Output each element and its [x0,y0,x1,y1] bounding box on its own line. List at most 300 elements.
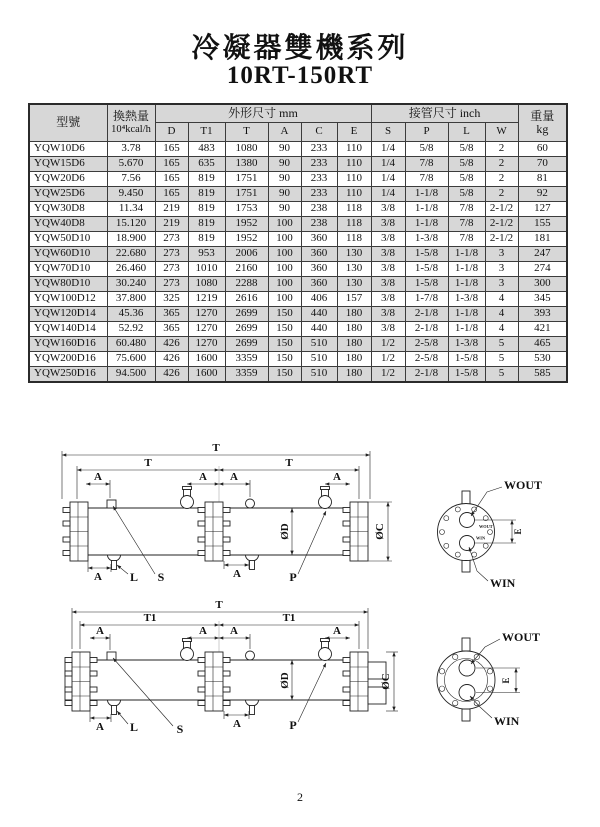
spec-cell: 465 [518,336,567,351]
spec-cell: 181 [518,231,567,246]
spec-cell: 273 [155,261,188,276]
spec-cell: 1270 [188,336,225,351]
spec-cell: 1952 [225,231,268,246]
spec-cell: 7/8 [448,201,485,216]
page-title: 冷凝器雙機系列 [191,33,409,64]
spec-cell: 3/8 [371,321,405,336]
col-header: D [155,122,188,141]
label-s: S [157,570,165,584]
spec-cell: 1-7/8 [405,291,448,306]
spec-cell: 345 [518,291,567,306]
spec-cell: 7/8 [448,231,485,246]
spec-cell: 90 [268,156,301,171]
dim-dia-c-label: ØC [374,523,386,540]
table-row [29,336,567,351]
spec-cell: 2699 [225,336,268,351]
spec-cell: 2-1/2 [485,231,518,246]
spec-cell: 5 [485,336,518,351]
spec-cell: 1751 [225,171,268,186]
dim-t1-left-label: T1 [143,612,157,624]
dim-a-label: A [333,625,341,637]
dim-a-label: A [233,718,241,730]
end-view-top [438,478,543,590]
spec-cell: 9.450 [107,186,155,201]
model-cell: YQW10D6 [29,141,107,156]
spec-cell: 5/8 [448,186,485,201]
weight-header-line2: kg [536,121,549,136]
spec-cell: 150 [268,366,301,382]
spec-cell: 819 [188,216,225,231]
model-cell: YQW20D6 [29,171,107,186]
service-valve-icon [319,639,332,661]
dim-a-label: A [230,471,238,483]
spec-cell: 18.900 [107,231,155,246]
spec-cell: 118 [337,231,371,246]
spec-cell: 273 [155,246,188,261]
spec-cell: 1751 [225,186,268,201]
spec-cell: 1-1/8 [448,246,485,261]
spec-cell: 2-5/8 [405,336,448,351]
spec-cell: 5/8 [405,141,448,156]
spec-cell: 150 [268,306,301,321]
model-cell: YQW200D16 [29,351,107,366]
spec-cell: 273 [155,231,188,246]
col-header: E [337,122,371,141]
end-view-bottom [437,630,540,728]
model-cell: YQW30D8 [29,201,107,216]
spec-cell: 100 [268,246,301,261]
spec-cell: 510 [301,366,337,382]
label-l: L [129,570,139,584]
table-row [29,141,567,156]
spec-cell: 110 [337,186,371,201]
model-cell: YQW50D10 [29,231,107,246]
spec-cell: 180 [337,306,371,321]
spec-cell: 1080 [188,276,225,291]
spec-cell: 1/4 [371,156,405,171]
spec-cell: 30.240 [107,276,155,291]
spec-cell: 1/4 [371,171,405,186]
spec-cell: 94.500 [107,366,155,382]
spec-cell: 130 [337,246,371,261]
spec-cell: 3/8 [371,201,405,216]
spec-cell: 1-5/8 [448,366,485,382]
spec-cell: 1/4 [371,186,405,201]
spec-cell: 5 [485,351,518,366]
spec-cell: 238 [301,201,337,216]
spec-cell: 100 [268,276,301,291]
spec-cell: 2 [485,171,518,186]
spec-cell: 81 [518,171,567,186]
spec-cell: 90 [268,141,301,156]
spec-cell: 4 [485,291,518,306]
plug-port-icon [246,499,255,508]
table-row [29,351,567,366]
model-cell: YQW60D10 [29,246,107,261]
model-cell: YQW40D8 [29,216,107,231]
spec-cell: 1-1/8 [405,216,448,231]
spec-cell: 130 [337,276,371,291]
spec-cell: 2-1/2 [485,201,518,216]
spec-cell: 247 [518,246,567,261]
spec-cell: 155 [518,216,567,231]
spec-cell: 233 [301,186,337,201]
spec-cell: 2-1/8 [405,366,448,382]
wout-small-label: WOUT [479,524,493,529]
dim-t-right-label: T [285,457,293,469]
page-number: 2 [297,790,303,804]
col-header: T1 [188,122,225,141]
spec-cell: 3 [485,261,518,276]
spec-cell: 1600 [188,366,225,382]
drain-fitting-icon [108,700,121,715]
spec-cell: 37.800 [107,291,155,306]
col-header: P [405,122,448,141]
spec-cell: 3359 [225,366,268,382]
spec-cell: 1-5/8 [448,351,485,366]
label-p: P [289,570,297,584]
spec-cell: 130 [337,261,371,276]
col-header-heat [107,104,155,141]
label-s: S [176,722,184,736]
spec-cell: 819 [188,171,225,186]
spec-cell: 510 [301,351,337,366]
table-row [29,216,567,231]
spec-cell: 393 [518,306,567,321]
side-view-bottom [65,599,398,736]
spec-cell: 5 [485,366,518,382]
wout-label: WOUT [504,478,543,492]
spec-cell: 300 [518,276,567,291]
spec-cell: 1-5/8 [405,246,448,261]
spec-cell: 1270 [188,321,225,336]
spec-cell: 100 [268,291,301,306]
spec-cell: 180 [337,366,371,382]
sensor-port-icon [107,500,116,508]
spec-cell: 2616 [225,291,268,306]
spec-cell: 2 [485,156,518,171]
model-cell: YQW140D14 [29,321,107,336]
spec-cell: 274 [518,261,567,276]
page-subtitle: 10RT-150RT [226,62,374,89]
table-row [29,291,567,306]
table-row [29,321,567,336]
spec-cell: 180 [337,351,371,366]
spec-cell: 1-1/8 [448,321,485,336]
drain-fitting-icon [246,700,259,715]
spec-cell: 1270 [188,306,225,321]
dim-a-label: A [230,625,238,637]
spec-cell: 3359 [225,351,268,366]
spec-cell: 100 [268,231,301,246]
spec-cell: 1952 [225,216,268,231]
dim-t-label: T [215,599,223,611]
spec-cell: 92 [518,186,567,201]
spec-cell: 3 [485,276,518,291]
spec-cell: 100 [268,216,301,231]
spec-cell: 150 [268,321,301,336]
spec-cell: 365 [155,306,188,321]
spec-cell: 530 [518,351,567,366]
dim-dia-c-label: ØC [380,673,392,690]
table-row [29,171,567,186]
spec-cell: 273 [155,276,188,291]
win-label: WIN [490,576,516,590]
spec-cell: 2 [485,141,518,156]
spec-cell: 157 [337,291,371,306]
spec-table [28,103,568,383]
table-row [29,186,567,201]
table-row [29,201,567,216]
spec-cell: 426 [155,336,188,351]
spec-cell: 150 [268,351,301,366]
spec-cell: 1219 [188,291,225,306]
col-header: L [448,122,485,141]
plug-port-icon [246,651,255,660]
spec-cell: 2 [485,186,518,201]
spec-cell: 483 [188,141,225,156]
spec-cell: 406 [301,291,337,306]
dim-a-label: A [233,568,241,580]
spec-cell: 1/2 [371,351,405,366]
technical-drawings [0,435,600,770]
spec-cell: 26.460 [107,261,155,276]
spec-cell: 233 [301,156,337,171]
heat-header-line2: 10⁴kcal/h [111,123,151,135]
spec-cell: 70 [518,156,567,171]
spec-cell: 1/2 [371,336,405,351]
model-cell: YQW250D16 [29,366,107,382]
spec-cell: 3 [485,246,518,261]
spec-cell: 3/8 [371,306,405,321]
table-row [29,366,567,382]
table-row [29,231,567,246]
col-header: S [371,122,405,141]
spec-cell: 15.120 [107,216,155,231]
spec-cell: 5.670 [107,156,155,171]
spec-cell: 3/8 [371,276,405,291]
spec-cell: 3/8 [371,246,405,261]
spec-cell: 60.480 [107,336,155,351]
spec-cell: 110 [337,156,371,171]
spec-cell: 110 [337,141,371,156]
model-cell: YQW25D6 [29,186,107,201]
dim-a-label: A [199,625,207,637]
spec-cell: 5/8 [448,141,485,156]
dim-a-label: A [94,471,102,483]
spec-cell: 1-1/8 [405,186,448,201]
spec-cell: 953 [188,246,225,261]
spec-cell: 233 [301,171,337,186]
spec-cell: 2160 [225,261,268,276]
spec-cell: 1380 [225,156,268,171]
spec-cell: 819 [188,231,225,246]
spec-cell: 75.600 [107,351,155,366]
spec-cell: 180 [337,321,371,336]
spec-cell: 100 [268,261,301,276]
service-valve-icon [181,639,194,661]
spec-cell: 219 [155,201,188,216]
spec-table-header [29,104,567,141]
spec-cell: 440 [301,306,337,321]
spec-cell: 365 [155,321,188,336]
spec-cell: 7/8 [405,156,448,171]
spec-cell: 180 [337,336,371,351]
spec-cell: 2699 [225,321,268,336]
spec-cell: 2-1/8 [405,306,448,321]
spec-cell: 5/8 [448,171,485,186]
table-row [29,276,567,291]
spec-cell: 1-1/8 [405,201,448,216]
spec-cell: 1-3/8 [405,231,448,246]
spec-cell: 2288 [225,276,268,291]
spec-cell: 360 [301,231,337,246]
model-cell: YQW160D16 [29,336,107,351]
spec-cell: 2-1/8 [405,321,448,336]
spec-cell: 4 [485,321,518,336]
spec-cell: 45.36 [107,306,155,321]
heat-header-line1: 換熱量 [112,109,149,124]
dim-a-label: A [94,571,102,583]
spec-cell: 1/4 [371,141,405,156]
spec-cell: 3.78 [107,141,155,156]
dim-t1-right-label: T1 [282,612,296,624]
service-valve-icon [319,487,332,509]
wout-label: WOUT [502,630,541,644]
dim-a-label: A [199,471,207,483]
spec-cell: 118 [337,201,371,216]
spec-cell: 2-1/2 [485,216,518,231]
spec-cell: 1-5/8 [405,276,448,291]
spec-cell: 819 [188,201,225,216]
spec-cell: 118 [337,216,371,231]
spec-cell: 3/8 [371,216,405,231]
spec-cell: 819 [188,186,225,201]
spec-cell: 1-1/8 [448,276,485,291]
spec-cell: 7/8 [405,171,448,186]
col-header-weight [518,104,567,141]
spec-cell: 510 [301,336,337,351]
label-l: L [129,720,139,734]
spec-cell: 635 [188,156,225,171]
spec-cell: 1-3/8 [448,291,485,306]
model-cell: YQW100D12 [29,291,107,306]
spec-cell: 219 [155,216,188,231]
table-row [29,246,567,261]
dim-e-label: E [513,528,523,535]
spec-cell: 52.92 [107,321,155,336]
spec-cell: 22.680 [107,246,155,261]
spec-cell: 11.34 [107,201,155,216]
dim-dia-d-label: ØD [279,523,291,540]
service-valve-icon [181,487,194,509]
spec-cell: 90 [268,171,301,186]
spec-cell: 421 [518,321,567,336]
col-header-model: 型號 [29,104,107,141]
spec-cell: 165 [155,171,188,186]
spec-cell: 1-1/8 [448,261,485,276]
spec-cell: 5/8 [448,156,485,171]
model-cell: YQW80D10 [29,276,107,291]
dim-a-label: A [96,721,104,733]
spec-cell: 1-1/8 [448,306,485,321]
dim-dia-d-label: ØD [279,672,291,689]
drain-fitting-icon [246,555,259,570]
spec-cell: 233 [301,141,337,156]
spec-cell: 1010 [188,261,225,276]
spec-cell: 7/8 [448,216,485,231]
model-cell: YQW120D14 [29,306,107,321]
dim-a-label: A [96,625,104,637]
dim-t-left-label: T [144,457,152,469]
model-cell: YQW70D10 [29,261,107,276]
win-small-label: WIN [476,535,486,541]
spec-cell: 1/2 [371,366,405,382]
spec-cell: 360 [301,276,337,291]
spec-cell: 150 [268,336,301,351]
spec-cell: 1-5/8 [405,261,448,276]
model-cell: YQW15D6 [29,156,107,171]
spec-cell: 426 [155,366,188,382]
spec-cell: 325 [155,291,188,306]
spec-cell: 165 [155,141,188,156]
spec-cell: 3/8 [371,261,405,276]
spec-cell: 110 [337,171,371,186]
spec-cell: 585 [518,366,567,382]
spec-cell: 165 [155,156,188,171]
group-header-outline-mm: 外形尺寸 mm [155,104,371,122]
spec-cell: 360 [301,246,337,261]
spec-cell: 426 [155,351,188,366]
group-header-pipe-inch: 接管尺寸 inch [371,104,518,122]
spec-cell: 238 [301,216,337,231]
col-header: T [225,122,268,141]
spec-cell: 7.56 [107,171,155,186]
col-header: A [268,122,301,141]
side-view-top [62,442,392,584]
spec-cell: 2-5/8 [405,351,448,366]
dim-e-label: E [501,677,511,684]
spec-cell: 2699 [225,306,268,321]
table-row [29,261,567,276]
spec-cell: 127 [518,201,567,216]
spec-cell: 60 [518,141,567,156]
spec-cell: 360 [301,261,337,276]
spec-cell: 2006 [225,246,268,261]
spec-cell: 440 [301,321,337,336]
spec-cell: 3/8 [371,291,405,306]
col-header: C [301,122,337,141]
col-header: W [485,122,518,141]
table-row [29,306,567,321]
win-label: WIN [494,714,520,728]
spec-cell: 1080 [225,141,268,156]
table-row [29,156,567,171]
dim-a-label: A [333,471,341,483]
spec-cell: 3/8 [371,231,405,246]
dim-t-label: T [212,442,220,454]
spec-cell: 165 [155,186,188,201]
spec-table-body [29,141,567,382]
spec-cell: 1753 [225,201,268,216]
spec-cell: 1600 [188,351,225,366]
spec-cell: 4 [485,306,518,321]
label-p: P [289,718,297,732]
spec-cell: 90 [268,186,301,201]
drain-fitting-icon [108,555,121,570]
weight-header-line1: 重量 [530,108,555,123]
spec-cell: 90 [268,201,301,216]
